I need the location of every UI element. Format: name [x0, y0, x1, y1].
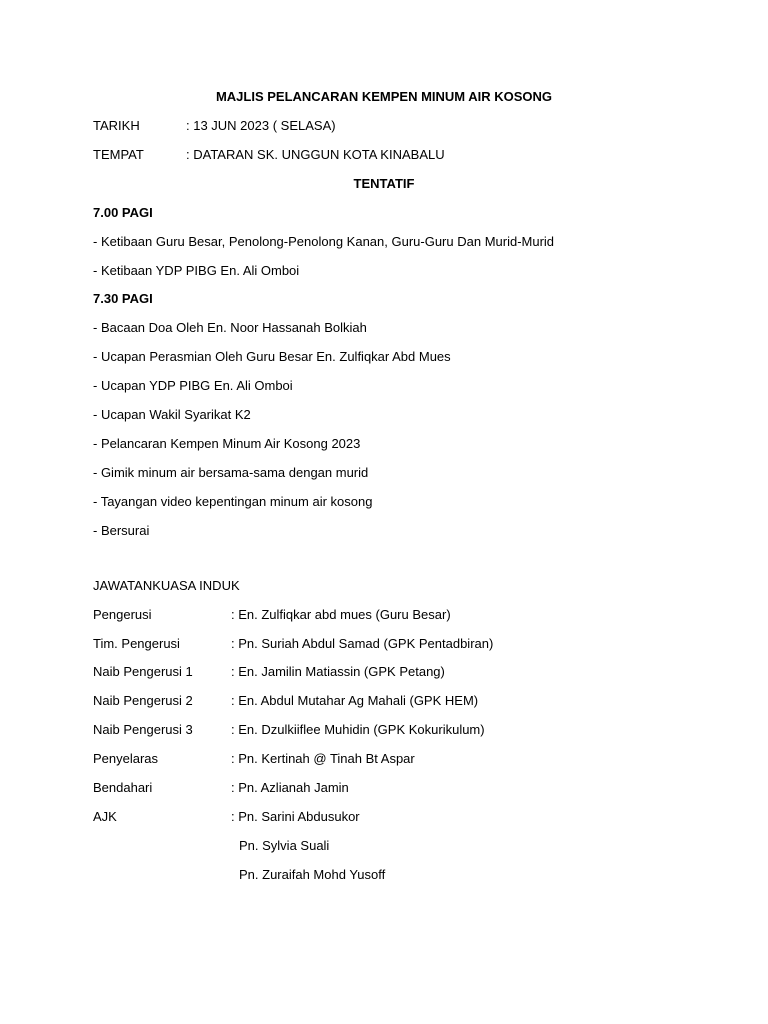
committee-row — [93, 664, 713, 680]
committee-role: Naib Pengerusi 3 — [93, 722, 193, 737]
schedule-item: - Ketibaan Guru Besar, Penolong-Penolong Kanan, Guru-Guru Dan Murid-Murid — [93, 234, 555, 249]
tentatif-heading: TENTATIF — [353, 176, 415, 191]
committee-row — [93, 722, 713, 738]
committee-role: Naib Pengerusi 1 — [93, 664, 193, 679]
committee-row — [93, 607, 713, 623]
detail-label: TEMPAT — [93, 147, 144, 162]
committee-name: : Pn. Suriah Abdul Samad (GPK Pentadbiran) — [231, 636, 494, 651]
committee-row — [93, 838, 713, 854]
committee-name: : Pn. Sarini Abdusukor — [231, 809, 360, 824]
detail-value: : 13 JUN 2023 ( SELASA) — [186, 118, 336, 133]
committee-role: Bendahari — [93, 780, 153, 795]
committee-row — [93, 867, 713, 883]
committee-name: : En. Dzulkiiflee Muhidin (GPK Kokurikulum) — [231, 722, 485, 737]
committee-row — [93, 751, 713, 767]
committee-row — [93, 693, 713, 709]
schedule-item: - Gimik minum air bersama-sama dengan murid — [93, 465, 369, 480]
schedule-item: - Pelancaran Kempen Minum Air Kosong 2023 — [93, 436, 361, 451]
committee-role: Penyelaras — [93, 751, 159, 766]
committee-role: Pengerusi — [93, 607, 152, 622]
committee-role: AJK — [93, 809, 117, 824]
committee-name: : En. Zulfiqkar abd mues (Guru Besar) — [231, 607, 451, 622]
schedule-time: 7.30 PAGI — [93, 291, 153, 306]
committee-row — [93, 809, 713, 825]
committee-role: Tim. Pengerusi — [93, 636, 180, 651]
committee-name: : Pn. Kertinah @ Tinah Bt Aspar — [231, 751, 415, 766]
committee-role: Naib Pengerusi 2 — [93, 693, 193, 708]
committee-name: : En. Jamilin Matiassin (GPK Petang) — [231, 664, 445, 679]
committee-heading: JAWATANKUASA INDUK — [93, 578, 240, 593]
schedule-time: 7.00 PAGI — [93, 205, 153, 220]
committee-name: Pn. Sylvia Suali — [239, 838, 330, 853]
detail-row-date — [93, 118, 693, 134]
document-title: MAJLIS PELANCARAN KEMPEN MINUM AIR KOSONG — [215, 89, 553, 104]
committee-row — [93, 636, 713, 652]
schedule-item: - Ucapan Perasmian Oleh Guru Besar En. Zulfiqkar Abd Mues — [93, 349, 451, 364]
committee-row — [93, 780, 713, 796]
committee-name: : Pn. Azlianah Jamin — [231, 780, 349, 795]
schedule-item: - Ucapan Wakil Syarikat K2 — [93, 407, 251, 422]
committee-name: : En. Abdul Mutahar Ag Mahali (GPK HEM) — [231, 693, 479, 708]
committee-name: Pn. Zuraifah Mohd Yusoff — [239, 867, 386, 882]
schedule-item: - Tayangan video kepentingan minum air kosong — [93, 494, 373, 509]
detail-value: : DATARAN SK. UNGGUN KOTA KINABALU — [186, 147, 445, 162]
schedule-item: - Ucapan YDP PIBG En. Ali Omboi — [93, 378, 293, 393]
detail-label: TARIKH — [93, 118, 140, 133]
schedule-item: - Ketibaan YDP PIBG En. Ali Omboi — [93, 263, 300, 278]
detail-row-venue — [93, 147, 693, 163]
schedule-item: - Bacaan Doa Oleh En. Noor Hassanah Bolkiah — [93, 320, 367, 335]
schedule-item: - Bersurai — [93, 523, 150, 538]
